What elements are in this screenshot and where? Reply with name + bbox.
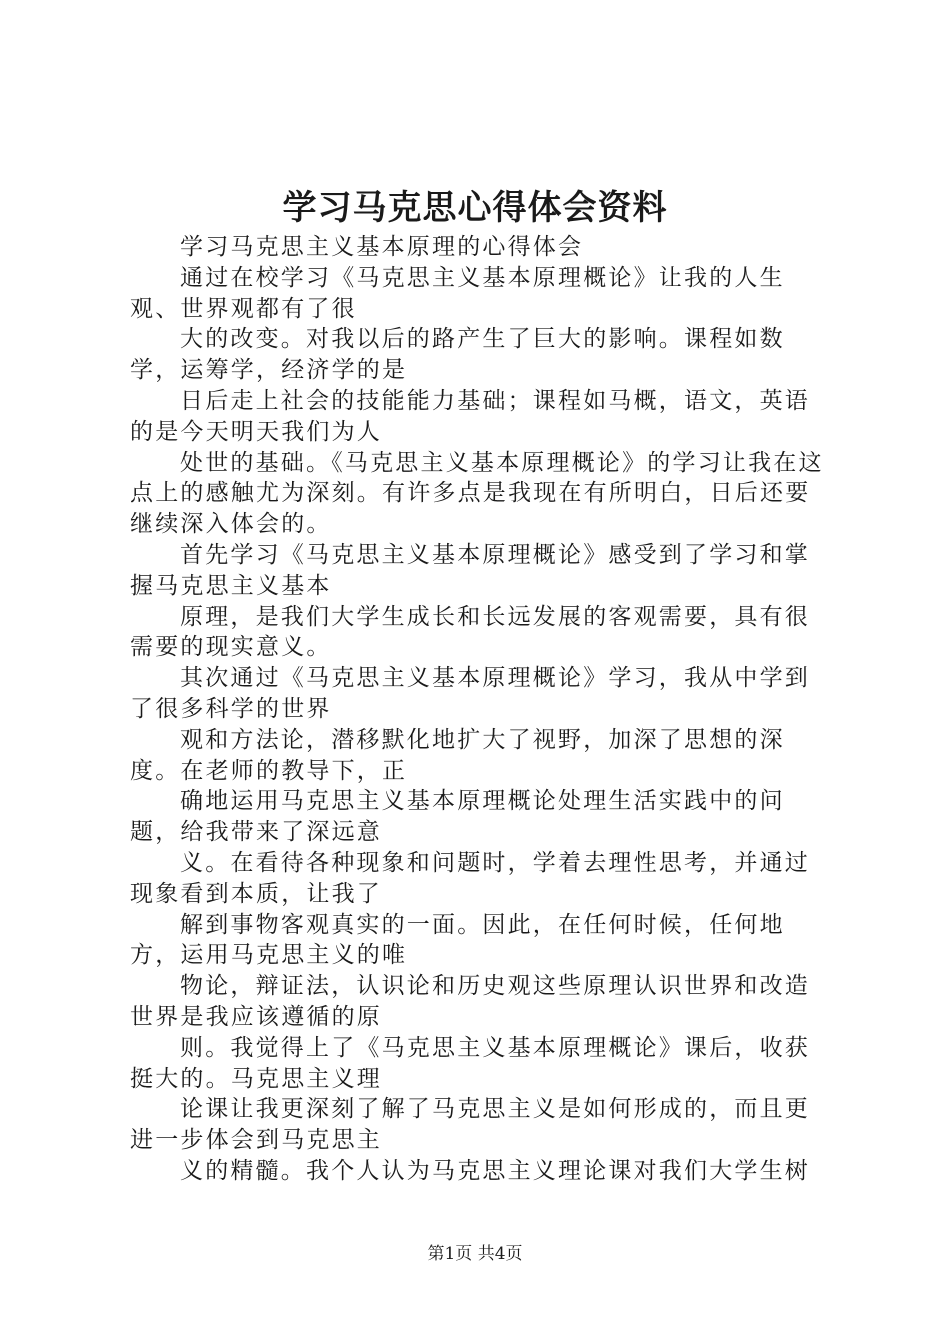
- paragraph: 论课让我更深刻了解了马克思主义是如何形成的，而且更进一步体会到马克思主: [130, 1096, 810, 1154]
- page-footer: [0, 1240, 950, 1268]
- paragraph: 学习马克思主义基本原理的心得体会: [180, 234, 584, 260]
- paragraph: 其次通过《马克思主义基本原理概论》学习，我从中学到了很多科学的世界: [130, 665, 810, 722]
- paragraph: 日后走上社会的技能能力基础；课程如马概，语文，英语的是今天明天我们为人: [130, 387, 810, 445]
- paragraph: 则。我觉得上了《马克思主义基本原理概论》课后，收获挺大的。马克思主义理: [130, 1034, 810, 1092]
- page-indicator: 第1页 共4页: [427, 1244, 523, 1264]
- paragraph: 大的改变。对我以后的路产生了巨大的影响。课程如数学，运筹学，经济学的是: [130, 326, 785, 384]
- paragraph: 义的精髓。我个人认为马克思主义理论课对我们大学生树: [180, 1157, 810, 1184]
- paragraph: 处世的基础。《马克思主义基本原理概论》的学习让我在这点上的感触尤为深刻。有许多点是我现在有所明白，日后还要继续深入体会的。: [130, 449, 824, 538]
- paragraph: 首先学习《马克思主义基本原理概论》感受到了学习和掌握马克思主义基本: [130, 541, 810, 599]
- paragraph: 义。在看待各种现象和问题时，学着去理性思考，并通过现象看到本质，让我了: [130, 849, 810, 907]
- document-title: 学习马克思心得体会资料: [282, 188, 668, 228]
- paragraph: 物论，辩证法，认识论和历史观这些原理认识世界和改造世界是我应该遵循的原: [130, 973, 810, 1030]
- paragraph: 原理，是我们大学生成长和长远发展的客观需要，具有很需要的现实意义。: [130, 603, 810, 661]
- paragraph: 确地运用马克思主义基本原理概论处理生活实践中的问题，给我带来了深远意: [130, 788, 785, 846]
- paragraph: 解到事物客观真实的一面。因此，在任何时候，任何地方，运用马克思主义的唯: [130, 911, 785, 969]
- paragraph: 观和方法论，潜移默化地扩大了视野，加深了思想的深度。在老师的教导下，正: [130, 726, 785, 784]
- paragraph: 通过在校学习《马克思主义基本原理概论》让我的人生观、世界观都有了很: [130, 264, 785, 322]
- document-body: [130, 232, 830, 1187]
